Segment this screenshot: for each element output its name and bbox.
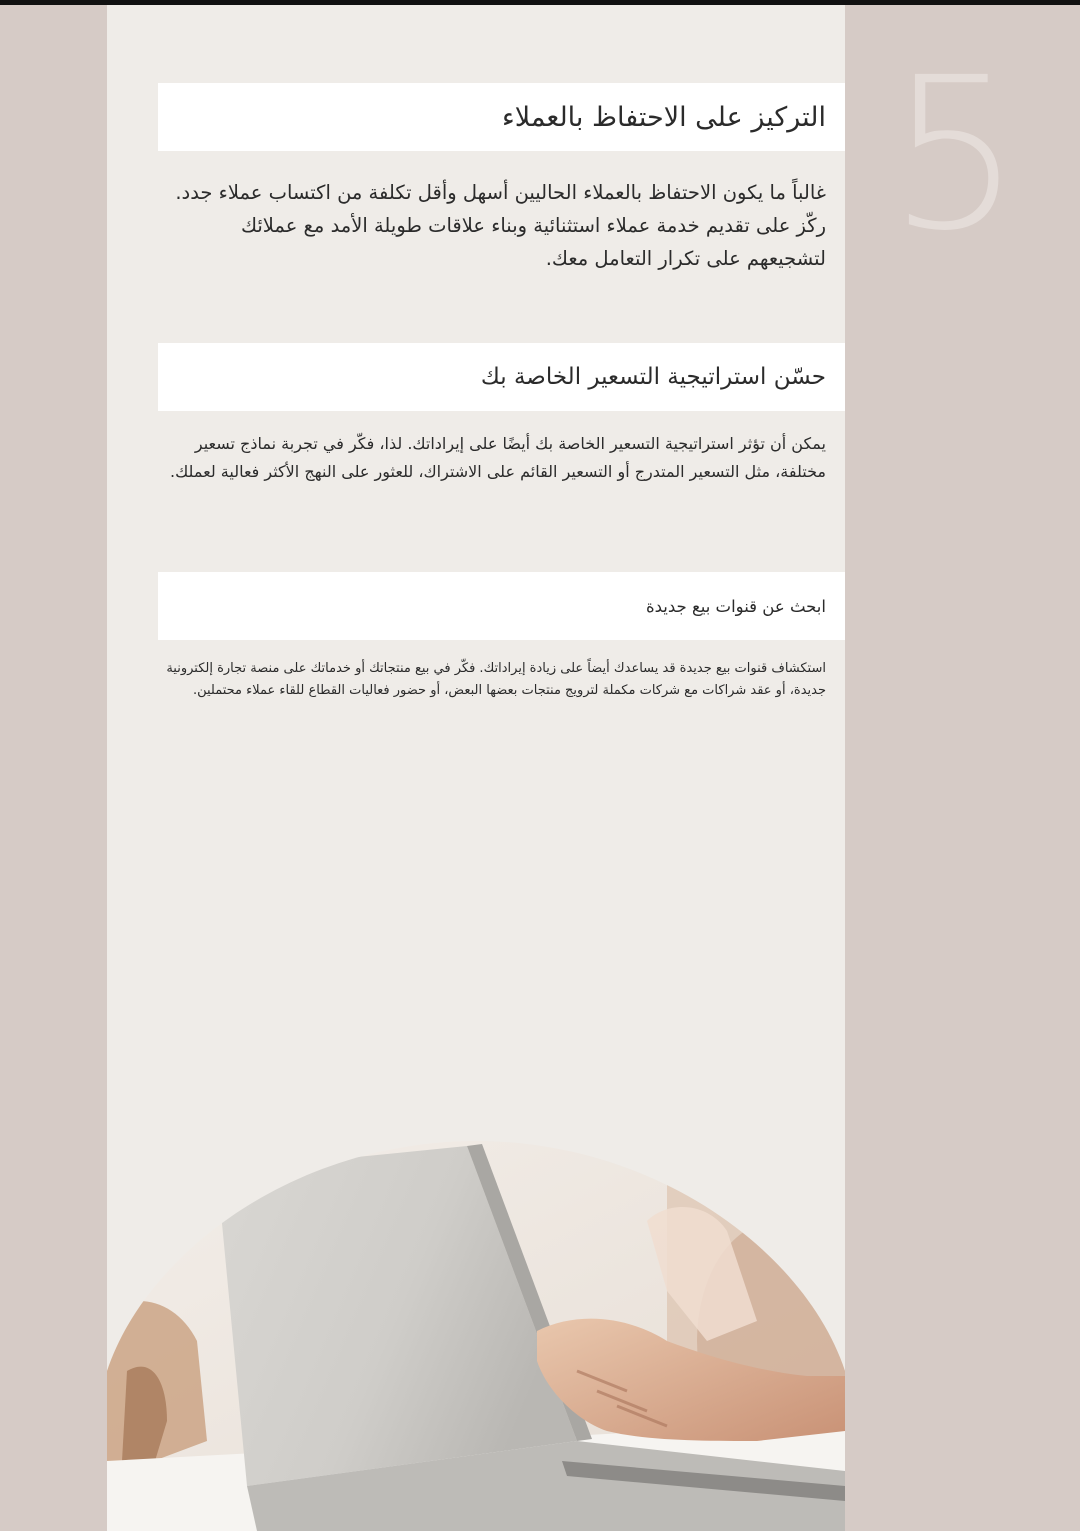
section-3-heading-band: [158, 572, 845, 640]
page-number: 5: [888, 32, 1022, 277]
section-1-body: غالباً ما يكون الاحتفاظ بالعملاء الحاليين أسهل وأقل تكلفة من اكتساب عملاء جدد. ركّز على تقديم خدمة عملاء استثنائية وبناء علاقات طويلة الأمد مع عملائك لتشجيعهم على تكرار التعامل معك.: [175, 181, 826, 270]
section-2-heading: حسّن استراتيجية التسعير الخاصة بك: [480, 364, 826, 390]
section-2-body: يمكن أن تؤثر استراتيجية التسعير الخاصة بك أيضًا على إيراداتك. لذا، فكّر في تجربة نماذج تسعير مختلفة، مثل التسعير المتدرج أو التسعير القائم على الاشتراك، للعثور على النهج الأكثر فعالية لعملك.: [169, 434, 826, 481]
section-1-heading-band: [158, 83, 845, 151]
section-3-heading: ابحث عن قنوات بيع جديدة: [645, 596, 826, 616]
section-1-heading: التركيز على الاحتفاظ بالعملاء: [502, 101, 826, 133]
laptop-typing-photo: [107, 1141, 845, 1531]
section-3-body: استكشاف قنوات بيع جديدة قد يساعدك أيضاً على زيادة إيراداتك. فكّر في بيع منتجاتك أو خدماتك على منصة تجارة إلكترونية جديدة، أو عقد شراكات مع شركات مكملة لترويج منتجات بعضها البعض، أو حضور فعاليات القطاع للقاء عملاء محتملين.: [166, 661, 826, 698]
section-2-heading-band: [158, 343, 845, 411]
laptop-photo-icon: [107, 1141, 845, 1531]
